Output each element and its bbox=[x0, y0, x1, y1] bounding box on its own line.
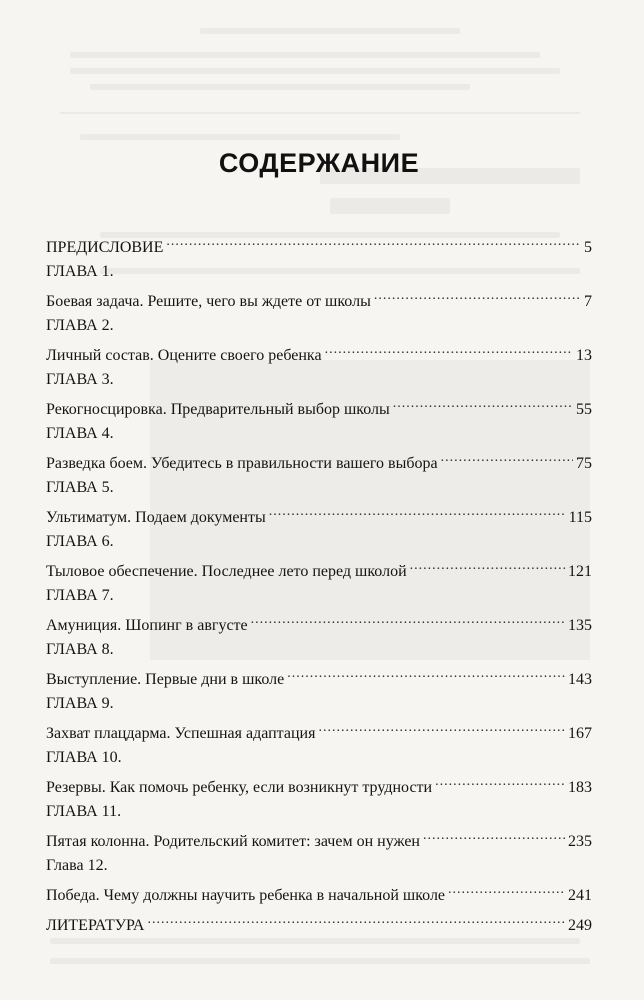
toc-line bbox=[46, 910, 592, 934]
toc-page-number: 75 bbox=[576, 455, 592, 472]
toc-page-number: 249 bbox=[568, 917, 592, 934]
toc-page-number: 241 bbox=[568, 887, 592, 904]
page-title: СОДЕРЖАНИЕ bbox=[218, 148, 420, 178]
toc-entry-text: Победа. Чему должны научить ребенка в начальной школе bbox=[46, 887, 446, 904]
leader-dots bbox=[374, 286, 581, 306]
toc-line bbox=[46, 394, 592, 418]
toc-line bbox=[46, 826, 592, 850]
leader-dots bbox=[325, 340, 573, 360]
leader-dots bbox=[251, 610, 565, 630]
toc-line bbox=[46, 286, 592, 310]
toc-entry-text: Захват плацдарма. Успешная адаптация bbox=[46, 725, 316, 742]
chapter-label: ГЛАВА 4. bbox=[46, 425, 114, 442]
chapter-label: ГЛАВА 7. bbox=[46, 587, 114, 604]
leader-dots bbox=[147, 910, 565, 930]
toc-line bbox=[46, 448, 592, 472]
toc-line bbox=[46, 718, 592, 742]
toc-page-number: 7 bbox=[584, 293, 592, 310]
toc-line bbox=[46, 340, 592, 364]
toc-page-number: 13 bbox=[576, 347, 592, 364]
toc-page-number: 5 bbox=[584, 239, 592, 256]
toc-entry-chapter-11 bbox=[46, 802, 592, 856]
toc-page-number: 143 bbox=[568, 671, 592, 688]
toc-page-number: 235 bbox=[568, 833, 592, 850]
chapter-label: ГЛАВА 10. bbox=[46, 749, 122, 766]
toc-entry-chapter-3 bbox=[46, 370, 592, 424]
leader-dots bbox=[166, 232, 581, 252]
toc-entry-chapter-1 bbox=[46, 262, 592, 316]
toc-entry-text: Ультиматум. Подаем документы bbox=[46, 509, 266, 526]
toc-entry-chapter-12 bbox=[46, 856, 592, 910]
chapter-label: ГЛАВА 11. bbox=[46, 803, 122, 820]
toc-page-number: 121 bbox=[568, 563, 592, 580]
toc-entry-text: Рекогносцировка. Предварительный выбор школы bbox=[46, 401, 390, 418]
toc-entry-text: Личный состав. Оцените своего ребенка bbox=[46, 347, 322, 364]
leader-dots bbox=[318, 718, 565, 738]
toc-entry-chapter-8 bbox=[46, 640, 592, 694]
toc-entry-chapter-4 bbox=[46, 424, 592, 478]
toc-entry-text: Выступление. Первые дни в школе bbox=[46, 671, 285, 688]
leader-dots bbox=[448, 880, 565, 900]
toc-entry-text: ЛИТЕРАТУРА bbox=[46, 917, 145, 934]
toc-entry-chapter-10 bbox=[46, 748, 592, 802]
leader-dots bbox=[393, 394, 573, 414]
leader-dots bbox=[423, 826, 565, 846]
leader-dots bbox=[287, 664, 565, 684]
toc-page-number: 167 bbox=[568, 725, 592, 742]
chapter-label: ГЛАВА 9. bbox=[46, 695, 114, 712]
toc-line bbox=[46, 880, 592, 904]
toc-line bbox=[46, 502, 592, 526]
toc-entry-text: Пятая колонна. Родительский комитет: зачем он нужен bbox=[46, 833, 420, 850]
toc-entry-literature bbox=[46, 910, 592, 940]
toc-line bbox=[46, 232, 592, 256]
toc-entry-text: Боевая задача. Решите, чего вы ждете от школы bbox=[46, 293, 371, 310]
toc-entry-chapter-2 bbox=[46, 316, 592, 370]
toc-entry-preface bbox=[46, 232, 592, 262]
toc-entry-text: ПРЕДИСЛОВИЕ bbox=[46, 239, 164, 256]
leader-dots bbox=[269, 502, 566, 522]
toc-line bbox=[46, 772, 592, 796]
toc-entry-text: Амуниция. Шопинг в августе bbox=[46, 617, 248, 634]
toc-entry-chapter-6 bbox=[46, 532, 592, 586]
toc-line bbox=[46, 610, 592, 634]
leader-dots bbox=[441, 448, 573, 468]
toc-entry-chapter-9 bbox=[46, 694, 592, 748]
chapter-label: ГЛАВА 3. bbox=[46, 371, 114, 388]
toc-line bbox=[46, 556, 592, 580]
chapter-label: ГЛАВА 1. bbox=[46, 263, 114, 280]
toc-page-number: 183 bbox=[568, 779, 592, 796]
table-of-contents bbox=[46, 232, 592, 940]
chapter-label: ГЛАВА 2. bbox=[46, 317, 114, 334]
toc-page-number: 55 bbox=[576, 401, 592, 418]
toc-entry-text: Разведка боем. Убедитесь в правильности вашего выбора bbox=[46, 455, 438, 472]
chapter-label: ГЛАВА 8. bbox=[46, 641, 114, 658]
toc-entry-text: Тыловое обеспечение. Последнее лето перед школой bbox=[46, 563, 407, 580]
toc-line bbox=[46, 664, 592, 688]
toc-page-number: 115 bbox=[568, 509, 592, 526]
chapter-label: ГЛАВА 6. bbox=[46, 533, 114, 550]
leader-dots bbox=[435, 772, 565, 792]
toc-entry-text: Резервы. Как помочь ребенку, если возникнут трудности bbox=[46, 779, 433, 796]
leader-dots bbox=[410, 556, 565, 576]
chapter-label: ГЛАВА 5. bbox=[46, 479, 114, 496]
toc-page-number: 135 bbox=[568, 617, 592, 634]
chapter-label: Глава 12. bbox=[46, 857, 108, 874]
toc-entry-chapter-5 bbox=[46, 478, 592, 532]
toc-entry-chapter-7 bbox=[46, 586, 592, 640]
